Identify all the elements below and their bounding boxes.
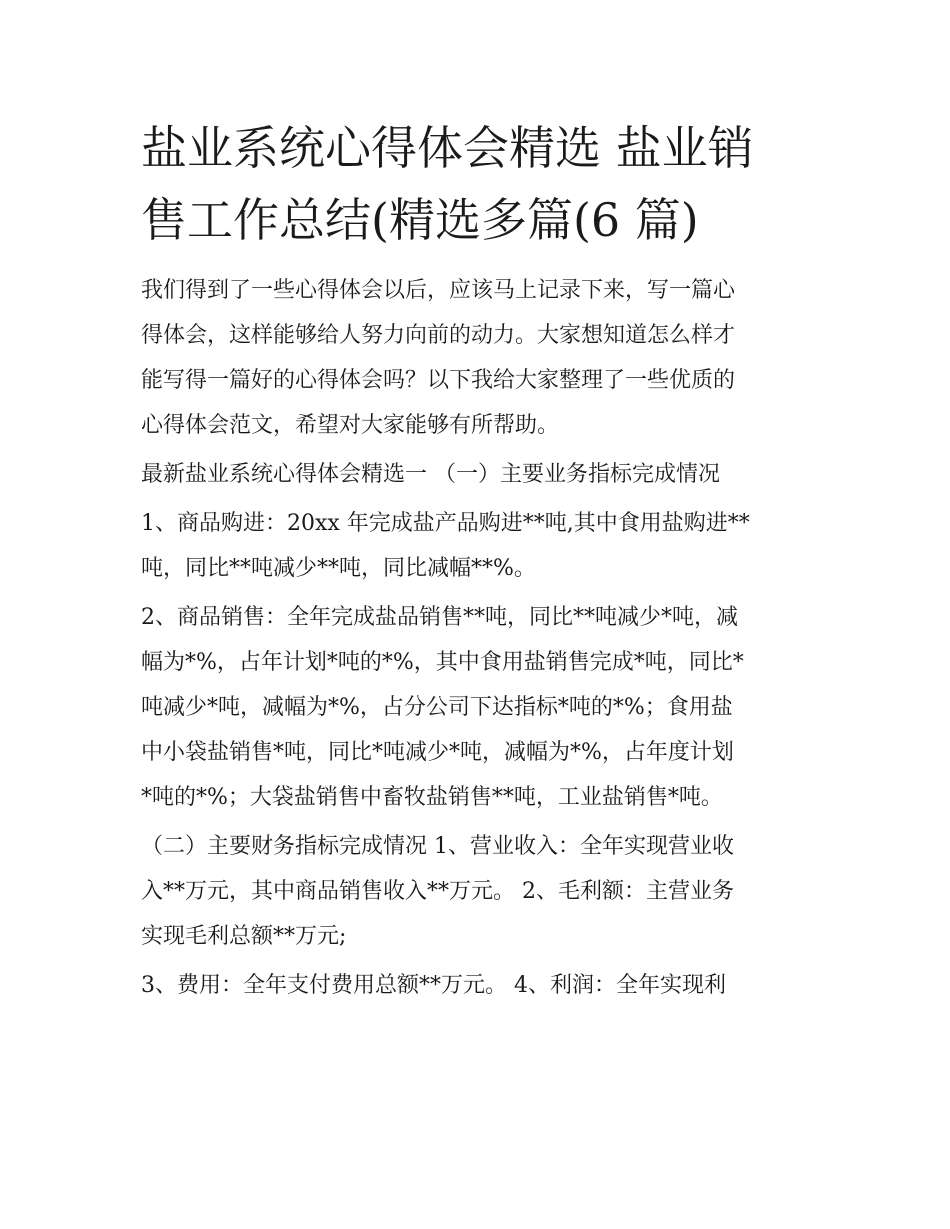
expense-paragraph xyxy=(141,963,813,1008)
intro-paragraph xyxy=(141,268,813,448)
document-title xyxy=(141,112,813,256)
sales-paragraph xyxy=(141,595,813,820)
finance-paragraph xyxy=(141,824,813,959)
text-line: 1、商品购进：20xx 年完成盐产品购进**吨,其中食用盐购进** xyxy=(141,511,750,536)
text-line: 中小袋盐销售*吨，同比*吨减少*吨，减幅为*%，占年度计划 xyxy=(141,740,734,765)
text-line: 2、商品销售：全年完成盐品销售**吨，同比**吨减少*吨，减 xyxy=(141,605,738,630)
text-line: 实现毛利总额**万元; xyxy=(141,924,347,949)
text-line: 心得体会范文，希望对大家能够有所帮助。 xyxy=(141,413,560,438)
title-line: 盐业系统心得体会精选 盐业销 xyxy=(141,121,754,175)
purchase-paragraph xyxy=(141,501,813,591)
text-line: 入**万元，其中商品销售收入**万元。 2、毛利额：主营业务 xyxy=(141,879,734,904)
text-line: 幅为*%，占年计划*吨的*%，其中食用盐销售完成*吨，同比* xyxy=(141,650,744,675)
text-line: 3、费用：全年支付费用总额**万元。 4、利润：全年实现利 xyxy=(141,973,726,998)
text-line: *吨的*%；大袋盐销售中畜牧盐销售**吨，工业盐销售*吨。 xyxy=(141,785,723,810)
text-line: 吨减少*吨，减幅为*%，占分公司下达指标*吨的*%；食用盐 xyxy=(141,695,733,720)
document-page xyxy=(141,112,813,1012)
text-line: 我们得到了一些心得体会以后，应该马上记录下来，写一篇心 xyxy=(141,278,736,303)
text-line: （二）主要财务指标完成情况 1、营业收入：全年实现营业收 xyxy=(141,834,734,859)
text-line: 吨，同比**吨减少**吨，同比减幅**%。 xyxy=(141,556,536,581)
text-line: 得体会，这样能够给人努力向前的动力。大家想知道怎么样才 xyxy=(141,323,736,348)
section-heading-paragraph xyxy=(141,452,813,497)
title-line: 售工作总结(精选多篇(6 篇) xyxy=(141,193,699,247)
document-body xyxy=(141,268,813,1008)
text-line: 能写得一篇好的心得体会吗？以下我给大家整理了一些优质的 xyxy=(141,368,736,393)
text-line: 最新盐业系统心得体会精选一 （一）主要业务指标完成情况 xyxy=(141,462,720,487)
